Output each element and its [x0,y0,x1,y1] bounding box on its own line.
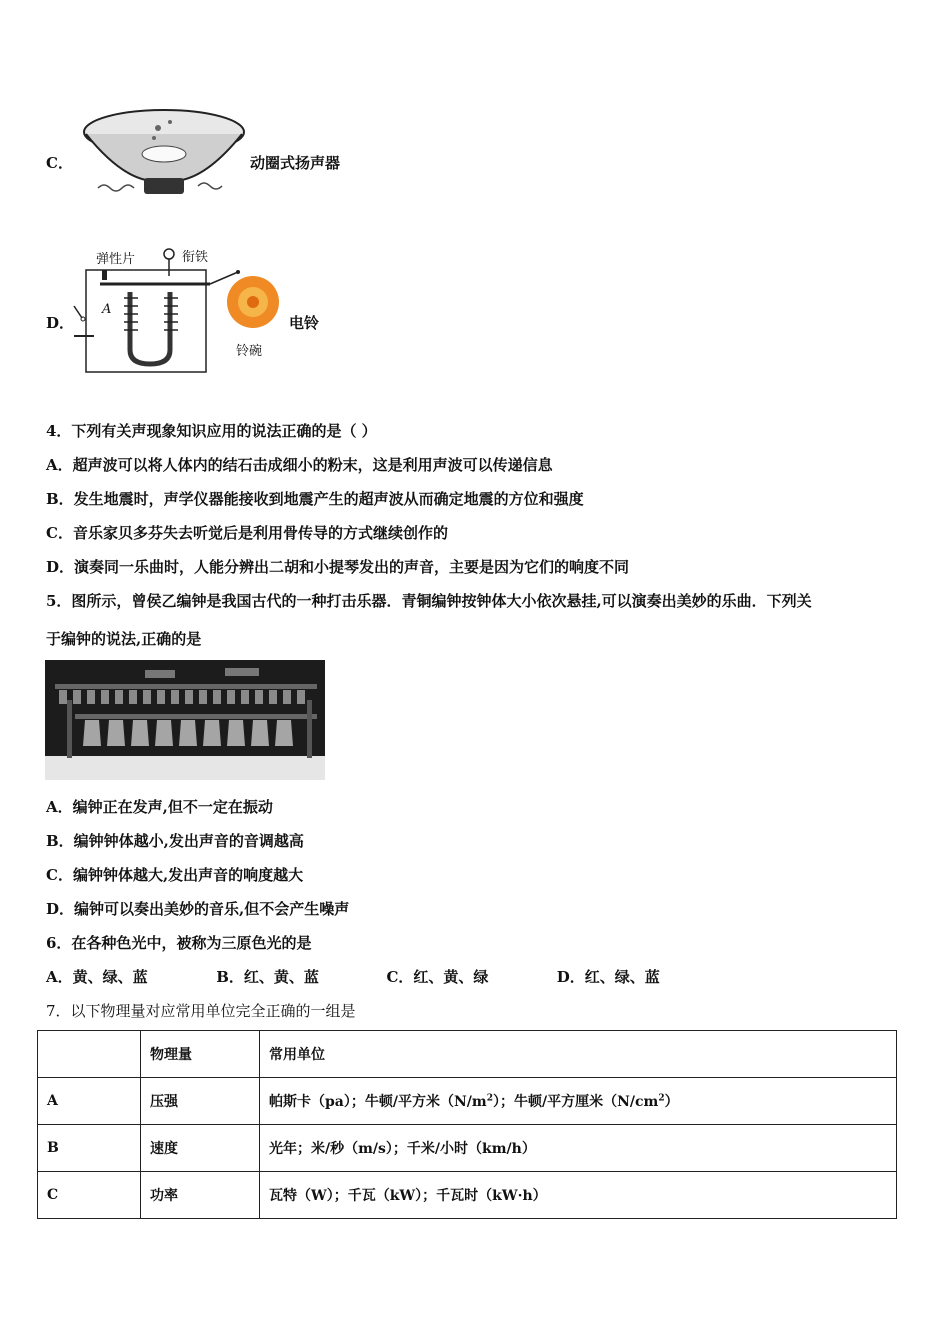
q6-stem: 6．在各种色光中，被称为三原色光的是 [46,934,312,952]
q4-option-c: C．音乐家贝多芬失去听觉后是利用骨传导的方式继续创作的 [46,524,448,542]
armature-label: 衔铁 [182,250,209,265]
option-c-caption: 动圈式扬声器 [250,154,341,172]
q4-option-a: A．超声波可以将人体内的结石击成细小的粉末，这是利用声波可以传递信息 [46,456,553,474]
option-c-letter: C． [46,154,73,172]
q6-option-b: B．红、黄、蓝 [216,968,319,986]
spring-label: 弹性片 [96,252,136,267]
point-a-label: A [102,302,112,317]
units-part-1: 帕斯卡（pa）；牛顿/平方米（N/m [269,1094,487,1110]
q6-option-d: D．红、绿、蓝 [556,968,660,986]
q5-option-d: D．编钟可以奏出美妙的音乐,但不会产生噪声 [46,900,350,918]
table-row [38,1125,897,1172]
q5-stem-line1: 5．图所示，曾侯乙编钟是我国古代的一种打击乐器．青铜编钟按钟体大小依次悬挂,可以演奏出美妙的乐曲．下列关 [46,592,812,610]
q7-stem: 7．以下物理量对应常用单位完全正确的一组是 [46,1002,356,1020]
bowl-label: 铃碗 [236,344,263,359]
q6-option-c: C．红、黄、绿 [386,968,489,986]
header-cell-quantity: 物理量 [141,1031,260,1078]
row-units [260,1078,897,1125]
units-part-2: ）；牛顿/平方厘米（N/cm [492,1094,659,1110]
row-quantity: 压强 [141,1078,260,1125]
header-cell-units: 常用单位 [260,1031,897,1078]
row-quantity: 速度 [141,1125,260,1172]
q5-stem-line2: 于编钟的说法,正确的是 [46,630,202,648]
q5-option-a: A．编钟正在发声,但不一定在振动 [46,798,273,816]
q6-option-a: A．黄、绿、蓝 [46,968,148,986]
q4-option-b: B．发生地震时，声学仪器能接收到地震产生的超声波从而确定地震的方位和强度 [46,490,584,508]
table-row [38,1078,897,1125]
row-quantity: 功率 [141,1172,260,1219]
units-sup-2: 2 [658,1093,665,1104]
row-key: A [38,1078,141,1125]
q6-options [46,966,660,987]
q4-stem: 4．下列有关声现象知识应用的说法正确的是（ ） [46,422,377,440]
table-row [38,1172,897,1219]
q5-option-b: B．编钟钟体越小,发出声音的音调越高 [46,832,304,850]
row-key: C [38,1172,141,1219]
header-cell-key [38,1031,141,1078]
units-part-3: ） [664,1094,679,1110]
bianzhong-photo [45,660,325,780]
q5-option-c: C．编钟钟体越大,发出声音的响度越大 [46,866,304,884]
units-table [37,1030,897,1219]
row-units: 瓦特（W）；千瓦（kW）；千瓦时（kW·h） [260,1172,897,1219]
units-sup-1: 2 [486,1093,493,1104]
option-d-letter: D． [46,314,75,332]
table-header-row [38,1031,897,1078]
option-d-caption: 电铃 [289,314,320,332]
q4-option-d: D．演奏同一乐曲时，人能分辨出二胡和小提琴发出的声音，主要是因为它们的响度不同 [46,558,630,576]
row-key: B [38,1125,141,1172]
row-units: 光年；米/秒（m/s）；千米/小时（km/h） [260,1125,897,1172]
speaker-image [78,102,248,206]
